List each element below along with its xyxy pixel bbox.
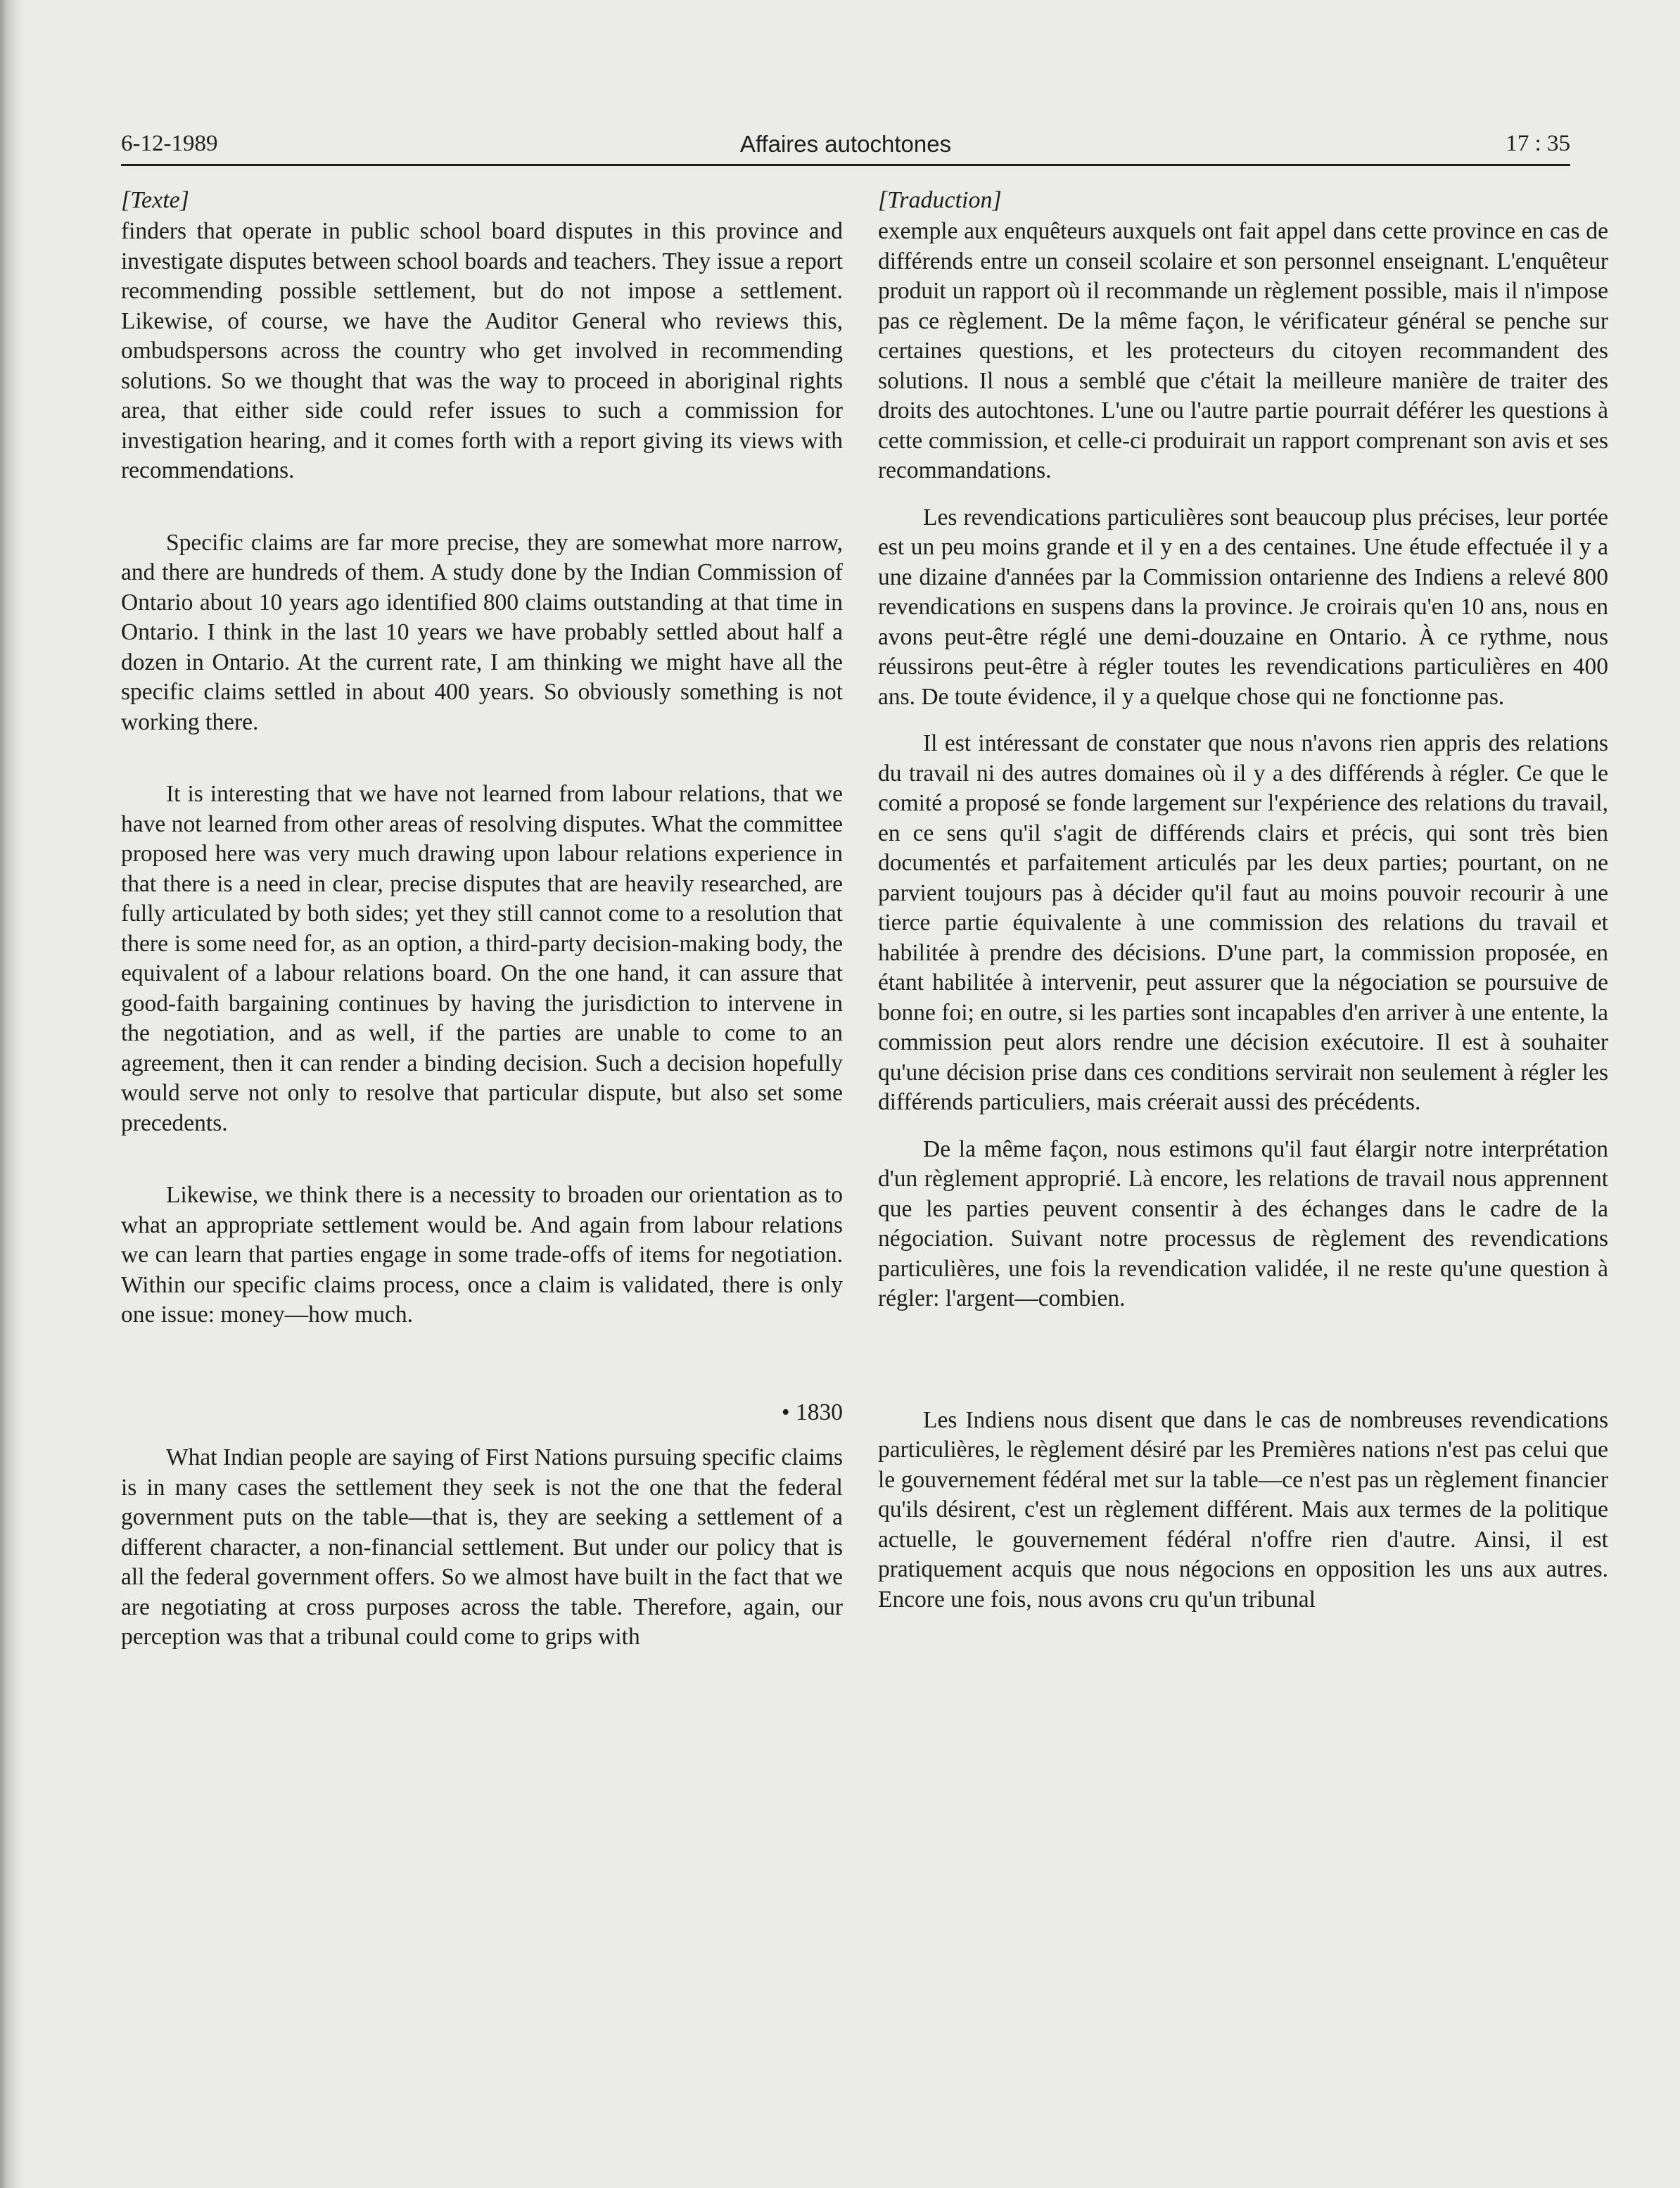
time-marker: • 1830 [781,1399,843,1425]
header-page-number: 17 : 35 [1506,131,1570,156]
english-paragraph: Specific claims are far more precise, they are somewhat more narrow, and there are hundreds of them. A study done by the Indian Commission of Ontario about 10 years ago identified 800 claims outstanding at that time in Ontario. I think in the last 10 years we have probably settled about half a dozen in Ontario. At the current rate, I am thinking we might have all the specific claims settled in about 400 years. So obviously something is not working there. [121,529,843,735]
english-paragraph: finders that operate in public school board disputes in this province and investigate disputes between school boards and teachers. They issue a report recommending possible settlement, but do not impose a settlement. Likewise, of course, we have the Auditor General who reviews this, ombudspersons across the country who get involved in recommending solutions. So we thought that was the way to proceed in aboriginal rights area, that either side could refer issues to such a commission for investigation hearing, and it comes forth with a report giving its views with recommendations. [121,218,843,483]
french-paragraph: Les Indiens nous disent que dans le cas de nombreuses revendications particulières, le règlement désiré par les Premières nations n'est pas celui que le gouvernement fédéral met sur la table—ce n'est pas un règlement financier qu'ils désirent, c'est un règlement différent. Mais aux termes de la politique actuelle, le gouvernement fédéral n'offre rien d'autre. Ainsi, il est pratiquement acquis que nous négocions en opposition les uns aux autres. Encore une fois, nous avons cru qu'un tribunal [878,1406,1608,1613]
english-paragraph: What Indian people are saying of First Nations pursuing specific claims is in many cases the settlement they seek is not the one that the federal government puts on the table—that is, they are seeking a settlement of a different character, a non-financial settlement. But under our policy that is all the federal government offers. So we almost have built in the fact that we are negotiating at cross purposes across the table. Therefore, again, our perception was that a tribunal could come to grips with [121,1444,843,1650]
header-title: Affaires autochtones [739,131,952,157]
english-paragraph: It is interesting that we have not learned from labour relations, that we have not learned from other areas of resolving disputes. What the committee proposed here was very much drawing upon labour relations experience in that there is a need in clear, precise disputes that are heavily researched, are fully articulated by both sides; yet they still cannot come to a resolution that there is some need for, as an option, a third-party decision-making body, the equivalent of a labour relations board. On the one hand, it can assure that good-faith bargaining continues by having the jurisdiction to intervene in the negotiation, and as well, if the parties are unable to come to an agreement, then it can render a binding decision. Such a decision hopefully would serve not only to resolve that particular dispute, but also set some precedents. [121,781,843,1136]
french-paragraph: De la même façon, nous estimons qu'il faut élargir notre interprétation d'un règlement approprié. Là encore, les relations de travail nous apprennent que les parties peuvent consentir à des échanges dans le cadre de la négociation. Suivant notre processus de règlement des revendications particulières, une fois la revendication validée, il ne reste qu'une question à régler: l'argent—combien. [878,1136,1608,1311]
english-column-label: [Texte] [121,187,189,213]
french-paragraph: exemple aux enquêteurs auxquels ont fait appel dans cette province en cas de différends entre un conseil scolaire et son personnel enseignant. L'enquêteur produit un rapport où il recommande un règlement possible, mais il n'impose pas ce règlement. De la même façon, le vérificateur général se penche sur certaines questions, et les protecteurs du citoyen recommandent des solutions. Il nous a semblé que c'était la meilleure manière de traiter des droits des autochtones. L'une ou l'autre partie pourrait déférer les questions à cette commission, et celle-ci produirait un rapport comprenant son avis et ses recommandations. [878,218,1608,483]
header-rule [121,164,1570,166]
french-column-label: [Traduction] [878,187,1002,213]
french-column [878,184,1608,1615]
page-header [121,127,1570,166]
header-date: 6-12-1989 [121,131,218,156]
english-paragraph: Likewise, we think there is a necessity to broaden our orientation as to what an appropriate settlement would be. And again from labour relations we can learn that parties engage in some trade-offs of items for negotiation. Within our specific claims process, once a claim is validated, there is only one issue: money—how much. [121,1182,843,1328]
english-column [121,184,843,1653]
binding-edge [0,0,24,2188]
french-paragraph: Il est intéressant de constater que nous n'avons rien appris des relations du travail ni des autres domaines où il y a des différends à régler. Ce que le comité a proposé se fonde largement sur l'expérience des relations du travail, en ce sens qu'il s'agit de différends clairs et précis, qui sont très bien documentés et parfaitement articulés par les deux parties; pourtant, on ne parvient toujours pas à décider qu'il faut au moins pouvoir recourir à une tierce partie équivalente à une commission des relations du travail et habilitée à prendre des décisions. D'une part, la commission proposée, en étant habilitée à intervenir, peut assurer que la négociation se poursuive de bonne foi; en outre, si les parties sont incapables d'en arriver à une entente, la commission peut alors rendre une décision exécutoire. Il est à souhaiter qu'une décision prise dans ces conditions servirait non seulement à régler les différends particuliers, mais créerait aussi des précédents. [878,730,1608,1115]
french-paragraph: Les revendications particulières sont beaucoup plus précises, leur portée est un peu moins grande et il y en a des centaines. Une étude effectuée il y a une dizaine d'années par la Commission ontarienne des Indiens a relevé 800 revendications en suspens dans la province. Je croirais qu'en 10 ans, nous en avons peut-être réglé une demi-douzaine en Ontario. À ce rythme, nous réussirons peut-être à régler toutes les revendications particulières en 400 ans. De toute évidence, il y a quelque chose qui ne fonctionne pas. [878,504,1608,710]
